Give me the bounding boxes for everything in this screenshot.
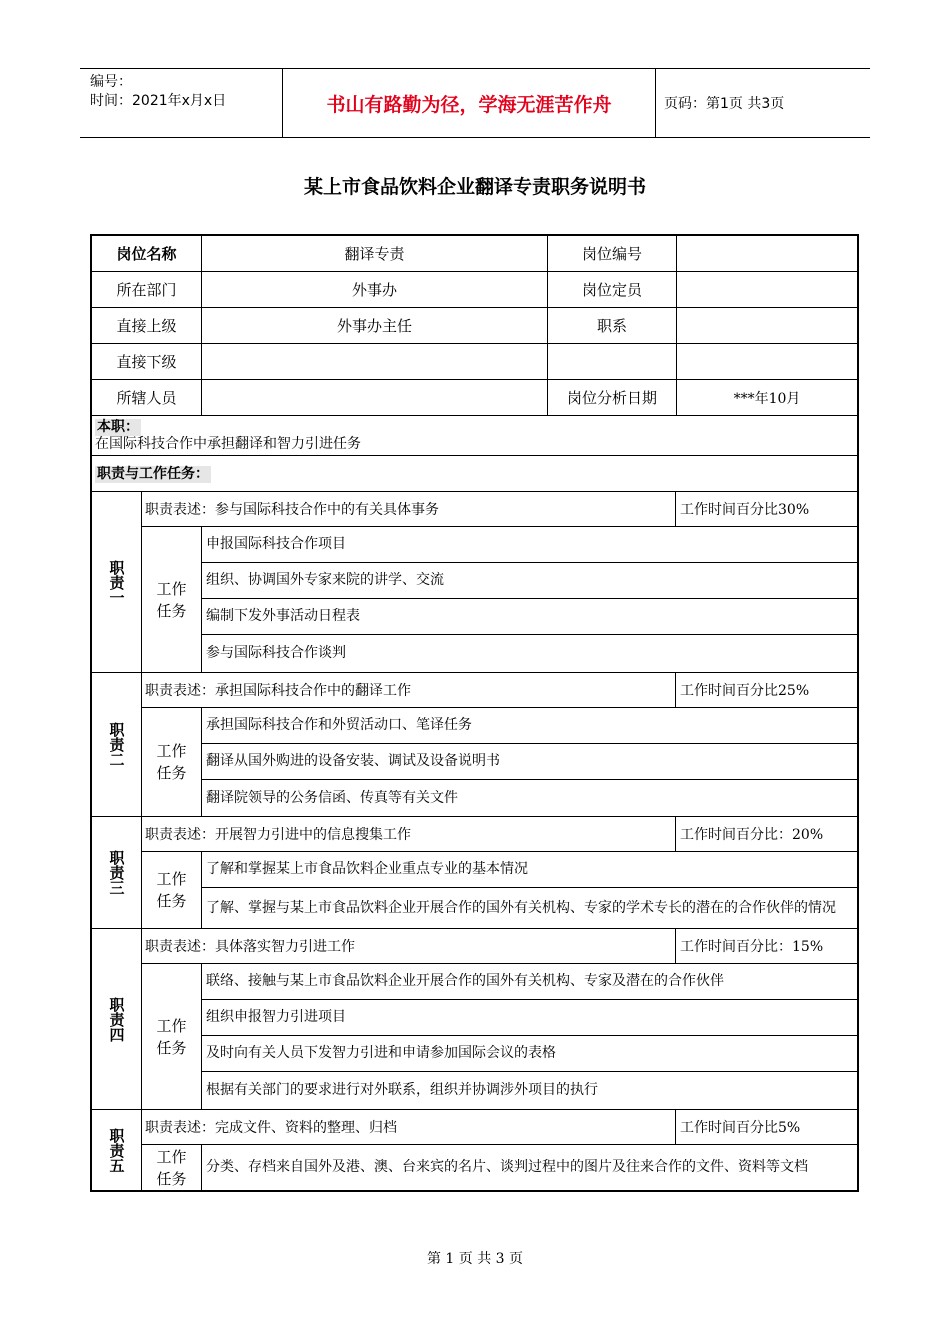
info-label: 所辖人员 [116, 389, 177, 407]
info-label: 岗位分析日期 [547, 380, 676, 415]
info-label: 岗位编号 [547, 236, 676, 271]
duty-description-row [142, 673, 857, 708]
duty-description-row [142, 817, 857, 852]
duty-description: 职责表述：具体落实智力引进工作 [145, 939, 355, 955]
task-item: 根据有关部门的要求进行对外联系，组织并协调涉外项目的执行 [206, 1082, 598, 1098]
task-item: 翻译院领导的公务信函、传真等有关文件 [206, 789, 458, 806]
header-left [90, 73, 226, 111]
duty-percent: 工作时间百分比：20% [675, 817, 857, 851]
duty-block-1 [92, 492, 857, 673]
info-row-2 [92, 272, 857, 308]
info-value: 外事办 [201, 272, 547, 307]
page-footer: 第 1 页 共 3 页 [426, 1251, 524, 1267]
info-value: 翻译专责 [201, 236, 547, 271]
task-label [142, 964, 202, 1109]
duties-heading: 职责与工作任务： [97, 466, 209, 482]
task-item: 翻译从国外购进的设备安装、调试及设备说明书 [202, 744, 857, 780]
task-group [142, 964, 857, 1109]
info-label: 直接上级 [116, 317, 177, 335]
duty-label [92, 492, 142, 672]
task-label [142, 1145, 202, 1190]
duty-percent: 工作时间百分比：15% [675, 929, 857, 963]
duty-label-text: 职责四 [107, 996, 126, 1042]
duty-label-text: 职责五 [107, 1127, 126, 1173]
duty-label-text: 职责一 [107, 559, 126, 605]
duty-percent: 工作时间百分比25% [675, 673, 857, 707]
task-label [142, 708, 202, 816]
info-value [201, 344, 547, 379]
duty-block-5 [92, 1110, 857, 1190]
duty-description-row [142, 1110, 857, 1145]
summary-row [92, 416, 857, 456]
task-group [142, 527, 857, 672]
duty-block-3 [92, 817, 857, 929]
duty-description-row [142, 492, 857, 527]
task-label-text: 工作任务 [156, 1016, 187, 1057]
task-item: 编制下发外事活动日程表 [202, 599, 857, 635]
info-value [676, 236, 857, 271]
task-item: 了解和掌握某上市食品饮料企业重点专业的基本情况 [202, 852, 857, 888]
duty-percent: 工作时间百分比30% [675, 492, 857, 526]
task-label-text: 工作任务 [156, 742, 187, 782]
info-value [676, 344, 857, 379]
task-label-text: 工作任务 [156, 1147, 187, 1188]
task-item: 联络、接触与某上市食品饮料企业开展合作的国外有关机构、专家及潜在的合作伙伴 [202, 964, 857, 1000]
info-label: 岗位名称 [116, 245, 177, 263]
duty-description: 职责表述：开展智力引进中的信息搜集工作 [145, 827, 411, 843]
task-group [142, 708, 857, 816]
duty-description: 职责表述：完成文件、资料的整理、归档 [145, 1120, 397, 1136]
duty-description-row [142, 929, 857, 964]
task-item: 组织申报智力引进项目 [202, 1000, 857, 1036]
task-item: 及时向有关人员下发智力引进和申请参加国际会议的表格 [202, 1036, 857, 1072]
task-item: 了解、掌握与某上市食品饮料企业开展合作的国外有关机构、专家的学术专长的潜在的合作伙伴的情况 [206, 900, 836, 916]
task-label-text: 工作任务 [156, 579, 187, 620]
task-label [142, 852, 202, 928]
duty-label-text: 职责三 [107, 850, 126, 895]
info-value [676, 308, 857, 343]
duty-block-2 [92, 673, 857, 817]
info-value: 外事办主任 [201, 308, 547, 343]
task-group [142, 852, 857, 928]
document-title: 某上市食品饮料企业翻译专责职务说明书 [303, 176, 646, 198]
info-value [201, 380, 547, 415]
task-group [142, 1145, 857, 1190]
summary-label: 本职： [97, 419, 139, 435]
header-page-info: 页码：第1页 共3页 [664, 96, 785, 112]
code-label: 编号： [90, 74, 132, 90]
duty-label-text: 职责二 [107, 722, 126, 767]
duty-label [92, 1110, 142, 1190]
info-label: 直接下级 [116, 353, 177, 371]
info-label [547, 344, 676, 379]
duty-block-4 [92, 929, 857, 1110]
info-label: 所在部门 [116, 281, 177, 299]
header-motto: 书山有路勤为径，学海无涯苦作舟 [282, 69, 656, 137]
info-row-5 [92, 380, 857, 416]
date-line: 时间：2021年x月x日 [90, 93, 227, 109]
duties-heading-row [92, 456, 857, 492]
info-row-4 [92, 344, 857, 380]
duty-label [92, 929, 142, 1109]
info-label: 职系 [547, 308, 676, 343]
duty-label [92, 817, 142, 928]
info-label: 岗位定员 [547, 272, 676, 307]
task-label [142, 527, 202, 672]
task-item: 承担国际科技合作和外贸活动口、笔译任务 [202, 708, 857, 744]
info-value: ***年10月 [676, 380, 857, 415]
info-row-3 [92, 308, 857, 344]
task-item: 参与国际科技合作谈判 [206, 645, 346, 661]
duty-label [92, 673, 142, 816]
info-row-1 [92, 236, 857, 272]
page-header [80, 68, 870, 138]
task-item: 组织、协调国外专家来院的讲学、交流 [202, 563, 857, 599]
duty-description: 职责表述：参与国际科技合作中的有关具体事务 [145, 502, 439, 518]
task-item: 申报国际科技合作项目 [202, 527, 857, 563]
duty-description: 职责表述：承担国际科技合作中的翻译工作 [145, 683, 411, 699]
duty-percent: 工作时间百分比5% [675, 1110, 857, 1144]
info-value [676, 272, 857, 307]
task-label-text: 工作任务 [156, 870, 187, 910]
summary-text: 在国际科技合作中承担翻译和智力引进任务 [95, 436, 361, 452]
task-item: 分类、存档来自国外及港、澳、台来宾的名片、谈判过程中的图片及往来合作的文件、资料等文档 [206, 1159, 808, 1175]
job-description-table [90, 234, 859, 1192]
